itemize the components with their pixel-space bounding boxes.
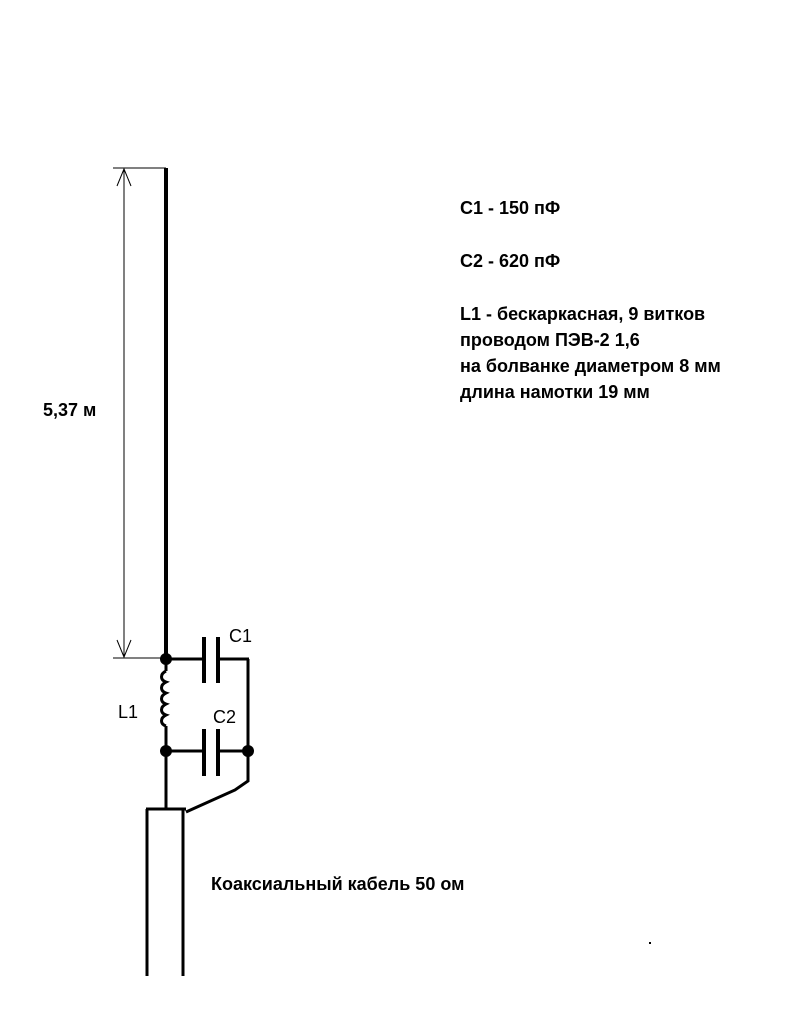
c2-label: C2 (213, 707, 237, 727)
coaxial-cable (146, 809, 186, 976)
component-notes (460, 195, 721, 405)
note-c1: C1 - 150 пФ (460, 198, 561, 218)
note-l1-line-2: проводом ПЭВ-2 1,6 (460, 330, 640, 350)
c1-label: C1 (229, 626, 253, 646)
inductor-l1 (162, 659, 167, 751)
dimension-label: 5,37 м (43, 400, 97, 420)
cable-label: Коаксиальный кабель 50 ом (211, 874, 465, 894)
note-l1-line-1: L1 - бескаркасная, 9 витков (460, 304, 706, 324)
stray-dot (649, 942, 651, 944)
note-c2: C2 - 620 пФ (460, 251, 561, 271)
note-l1-line-3: на болванке диаметром 8 мм (460, 356, 721, 376)
l1-label: L1 (118, 702, 139, 722)
dimension-line (113, 168, 166, 658)
capacitor-c2 (166, 729, 249, 776)
junction-dot-top (160, 653, 172, 665)
note-l1-line-4: длина намотки 19 мм (460, 382, 650, 402)
